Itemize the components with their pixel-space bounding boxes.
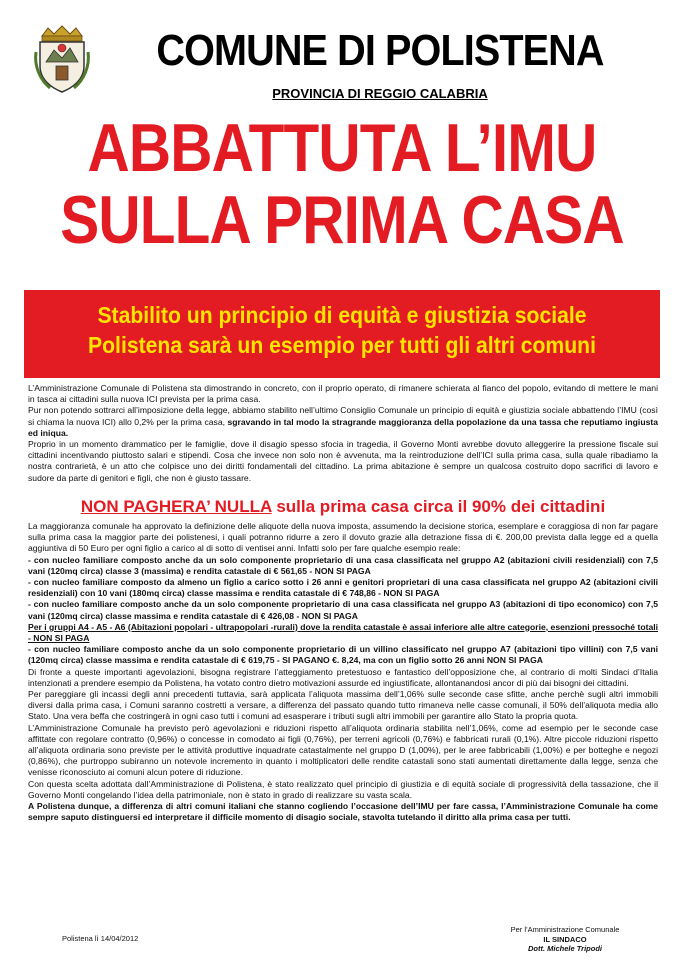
example-item-5: - con nucleo familiare composto anche da un solo componente proprietario di un villino classificato nel gruppo A7 (abitazioni tipo villini) con 7,5 vani (120mq circa) classe massima e rendita catastale di € 619,75 - SI PAGANO €. 8,24, ma con un figlio sotto 26 anni NON SI PAGA — [28, 644, 658, 666]
body-paragraph-6: Per pareggiare gli incassi degli anni precedenti tuttavia, sarà applicata l’aliquota massima dell’1,06% sulle seconde case sfitte, anche perchè sugli altri immobili diversi dalla prima casa, i Comuni saranno costretti a versare, a differenza del passato quando tutto rimaneva nelle casse comunali, il 50% dell’aliquota media allo Stato. Una vera beffa che costringerà in ogni caso tutti i comuni ad esasperare i tributi sugli altri immobili per garantire allo Stato la propria quota. — [28, 689, 658, 722]
intro-paragraph-2 — [28, 405, 658, 439]
highlight-emphasis: NON PAGHERA’ NULLA — [80, 497, 272, 516]
banner-line-1: Stabilito un principio di equità e giustizia sociale — [97, 302, 587, 328]
intro-paragraph-2-normal: Pur non potendo sottrarci all’imposizione della legge, abbiamo stabilito nell’ultimo Consiglio Comunale un principio di equità e giustizia sociale abbattendo l’IMU (così si chiama la nuova ICI) allo 0,2% per la prima casa, — [28, 405, 658, 427]
intro-text — [28, 383, 658, 484]
page-subtitle: PROVINCIA DI REGGIO CALABRIA — [272, 86, 488, 101]
signature-line-1: Per l’Amministrazione Comunale — [510, 925, 620, 934]
body-paragraph-5: Di fronte a queste importanti agevolazioni, bisogna registrare l’atteggiamento pretestuoso e fantastico dell’opposizione che, al contrario di molti Sindaci d’Italia intenzionati a prendere esempio da Polistena, ha votato contro dietro motivazioni assurde ed ingiustificate, allontanandosi ancor di più dai bisogni dei cittadini. — [28, 666, 658, 688]
page-title: COMUNE DI POLISTENA — [156, 26, 604, 75]
example-item-1: - con nucleo familiare composto anche da un solo componente proprietario di una casa classificata nel gruppo A2 (abitazioni civili residenziali) con 7,5 vani (120mq circa) classe 3 (massima) e rendita catastale di € 561,65 - NON SI PAGA — [28, 554, 658, 576]
body-text — [28, 521, 658, 823]
body-paragraph-8: Con questa scelta adottata dall’Amministrazione di Polistena, è stato realizzato quel principio di giustizia e di equità sociale di progressività della tassazione, che il Governo Monti congelando l’idea della patrimoniale, non è stato in grado di realizzare su vasta scala. — [28, 778, 658, 800]
signature-line-3: Dott. Michele Tripodi — [527, 944, 603, 953]
intro-paragraph-2-bold: sgravando in tal modo la stragrande maggioranza della popolazione da una tassa che reputiamo ingiusta ed iniqua. — [28, 416, 658, 438]
body-paragraph-9: A Polistena dunque, a differenza di altri comuni italiani che stanno cogliendo l’occasione dell’IMU per fare cassa, l’Amministrazione Comunale ha come sempre saputo distinguersi ed interpretare il difficile momento di disagio sociale, stavolta tutelando il diritto alla prima casa per tutti. — [28, 801, 658, 823]
signature-line-2: IL SINDACO — [543, 934, 587, 944]
example-item-3: - con nucleo familiare composto anche da un solo componente proprietario di una casa classificata nel gruppo A3 (abitazioni di tipo economico) con 7,5 vani (120mq circa) classe massima e rendita catastale di € 426,08 - NON SI PAGA — [28, 599, 658, 621]
banner-line-2: Polistena sarà un esempio per tutti gli altri comuni — [88, 332, 596, 358]
coat-of-arms-icon — [32, 22, 92, 94]
headline-line-2: SULLA PRIMA CASA — [60, 182, 624, 258]
highlight-rest: sulla prima casa circa il 90% dei cittadini — [271, 497, 606, 516]
example-item-4: Per i gruppi A4 - A5 - A6 (Abitazioni popolari - ultrapopolari -rurali) dove la rendita catastale è assai inferiore alle altre categorie, esenzioni pressoché totali - NON SI PAGA — [28, 621, 658, 644]
date-place: Polistena lì 14/04/2012 — [62, 934, 139, 943]
body-paragraph-4: La maggioranza comunale ha approvato la definizione delle aliquote della nuova imposta, assumendo la decisione storica, esemplare e coraggiosa di non far pagare sulla prima casa la maggior parte dei polistenesi, i quali potranno ridurre a zero il dovuto grazie alla detrazione fissa di €. 200,00 prevista dalla legge ed a quella aggiuntiva di 50 Euro per ogni figlio a carico al di sotto di ventisei anni. Infatti solo per fare qualche esempio reale: — [28, 521, 658, 554]
body-paragraph-7: L’Amministrazione Comunale ha previsto però agevolazioni e riduzioni rispetto all’aliquota ordinaria stabilita nell’1,06%, come ad esempio per le seconde case affittate con regolare contratto (0,96%) o concesse in comodato ai figli (0,76%), per terreni agricoli (0,76%) e fabbricati rurali (0,1%). Altre piccole riduzioni rispetto all’aliquota ordinaria sono previste per le attività produttive inquadrate catastalmente nel gruppo D (1,00%), per le aree fabbricabili (1,00%) e per botteghe e negozi (0,86%), che purtroppo subiranno un notevole incremento in quanto i moltiplicatori delle rendite catastali sono stati aumentati direttamente dalla legge, senza che venisse riconosciuto ai comuni alcun potere di riduzione. — [28, 722, 658, 778]
signature-block — [470, 925, 660, 954]
example-item-2: - con nucleo familiare composto da almeno un figlio a carico sotto i 26 anni e genitori proprietari di una casa classificata nel gruppo A2 (abitazioni civili residenziali) con 10 vani (180mq circa) classe massima e rendita catastale di € 748,86 - NON SI PAGA — [28, 577, 658, 599]
highlight-line — [28, 496, 658, 518]
intro-paragraph-3: Proprio in un momento drammatico per le famiglie, dove il disagio spesso sfocia in tragedia, il Governo Monti avrebbe dovuto alleggerire la pressione fiscale sui cittadini incentivando piuttosto salari e stipendi. Cosa che invece non solo non è avvenuta, ma la reintroduzione dell’ICI sulla prima casa, sulla quale ribadiamo la nostra contrarietà, è un atto che colpisce uno dei diritti fondamentali del cittadino. La prima abitazione è sempre un qualcosa costruito dopo sacrifici di lavoro e sudore da parte di genitori e figli, che non è giusto tassare. — [28, 439, 658, 483]
red-banner — [24, 290, 660, 378]
intro-paragraph-1: L’Amministrazione Comunale di Polistena sta dimostrando in concreto, con il proprio operato, di rimanere schierata al fianco del popolo, evitando di mettere le mani in tasca ai cittadini sulla nuova ICI prevista per la prima casa. — [28, 383, 658, 405]
headline-line-1: ABBATTUTA L’IMU — [87, 110, 597, 186]
